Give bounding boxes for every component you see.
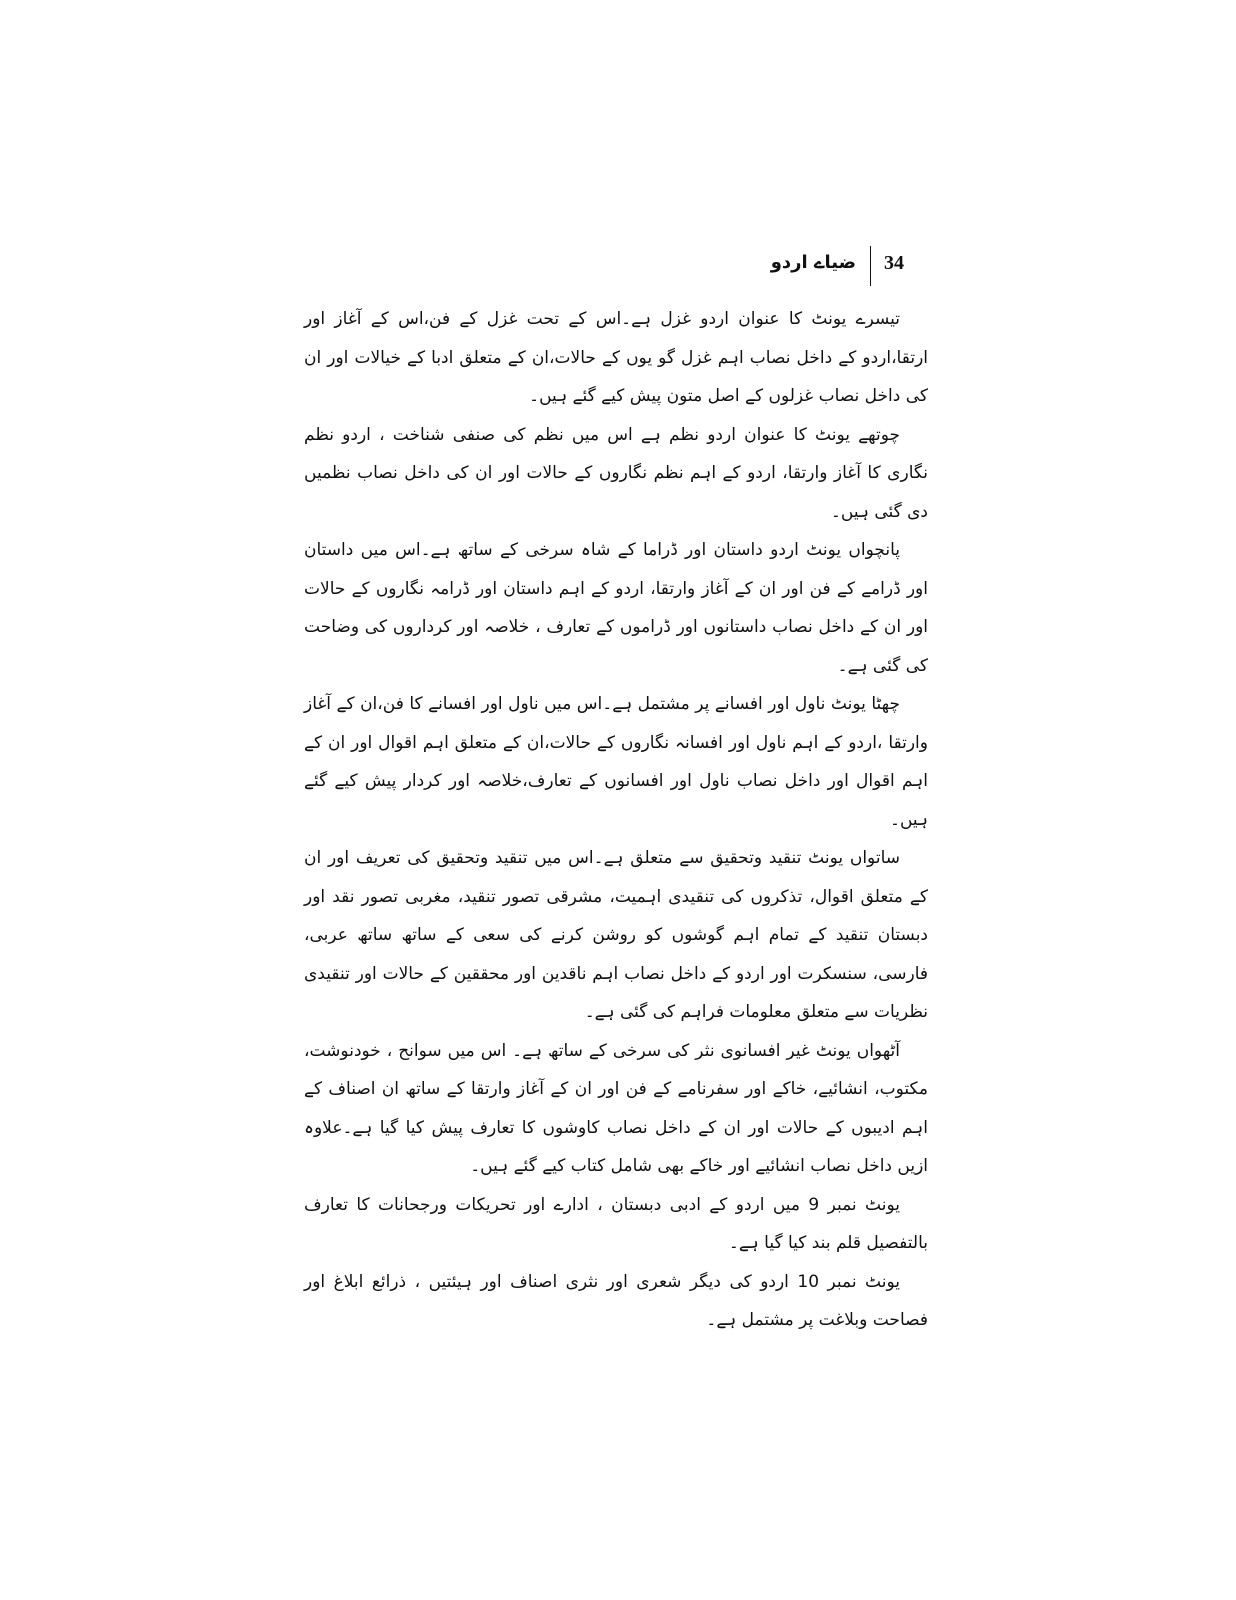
book-title: ضیاے اردو — [770, 252, 856, 273]
page-number: 34 — [884, 252, 904, 274]
body-text — [304, 300, 928, 1340]
paragraph-unit-4: چوتھے یونٹ کا عنوان اردو نظم ہے اس میں نظم کی صنفی شناخت ، اردو نظم نگاری کا آغاز وارتقا، اردو کے اہم نظم نگاروں کے حالات اور ان کی داخل نصاب نظمیں دی گئی ہیں۔ — [304, 424, 928, 522]
paragraph-unit-6: چھٹا یونٹ ناول اور افسانے پر مشتمل ہے۔اس میں ناول اور افسانے کا فن،ان کے آغاز وارتقا ،اردو کے اہم ناول اور افسانہ نگاروں کے حالات،ان کے متعلق اہم اقوال اور ان کے اہم اقوال اور داخل نصاب ناول اور افسانوں کے تعارف،خلاصہ اور کردار پیش کیے گئے ہیں۔ — [304, 694, 928, 830]
paragraph-unit-5: پانچواں یونٹ اردو داستان اور ڈراما کے شاہ سرخی کے ساتھ ہے۔اس میں داستان اور ڈرامے کے فن اور ان کے آغاز وارتقا، اردو کے اہم داستان اور ڈرامہ نگاروں کے حالات اور ان کے داخل نصاب داستانوں اور ڈراموں کے تعارف ، خلاصہ اور کرداروں کی وضاحت کی گئی ہے۔ — [304, 540, 928, 676]
paragraph-unit-8: آٹھواں یونٹ غیر افسانوی نثر کی سرخی کے ساتھ ہے۔ اس میں سوانح ، خودنوشت، مکتوب، انشائیے، خاکے اور سفرنامے کے فن اور ان کے آغاز وارتقا کے ساتھ ان اصناف کے اہم ادیبوں کے حالات اور ان کے داخل نصاب کاوشوں کا تعارف پیش کیا گیا ہے۔علاوہ ازیں داخل نصاب انشائیے اور خاکے بھی شامل کتاب کیے گئے ہیں۔ — [304, 1040, 928, 1176]
header-divider — [870, 246, 871, 286]
paragraph-unit-10: یونٹ نمبر 10 اردو کی دیگر شعری اور نثری اصناف اور ہیئتیں ، ذرائع ابلاغ اور فصاحت وبلاغت پر مشتمل ہے۔ — [304, 1271, 928, 1330]
paragraph-unit-9: یونٹ نمبر 9 میں اردو کے ادبی دبستان ، ادارے اور تحریکات ورجحانات کا تعارف بالتفصیل قلم بند کیا گیا ہے۔ — [304, 1194, 928, 1253]
paragraph-unit-7: ساتواں یونٹ تنقید وتحقیق سے متعلق ہے۔اس میں تنقید وتحقیق کی تعریف اور ان کے متعلق اقوال، تذکروں کی تنقیدی اہمیت، مشرقی تصور تنقید، مغربی تصور نقد اور دبستان تنقید کے تمام اہم گوشوں کو روشن کرنے کی سعی کے ساتھ ساتھ عربی، فارسی، سنسکرت اور اردو کے داخل نصاب اہم ناقدین اور محققین کے حالات اور تنقیدی نظریات سے متعلق معلومات فراہم کی گئی ہے۔ — [304, 848, 928, 1022]
page-header — [700, 246, 922, 290]
paragraph-unit-3: تیسرے یونٹ کا عنوان اردو غزل ہے۔اس کے تحت غزل کے فن،اس کے آغاز اور ارتقا،اردو کے داخل نصاب اہم غزل گو یوں کے حالات،ان کے متعلق ادبا کے خیالات اور ان کی داخل نصاب غزلوں کے اصل متون پیش کیے گئے ہیں۔ — [304, 309, 928, 406]
